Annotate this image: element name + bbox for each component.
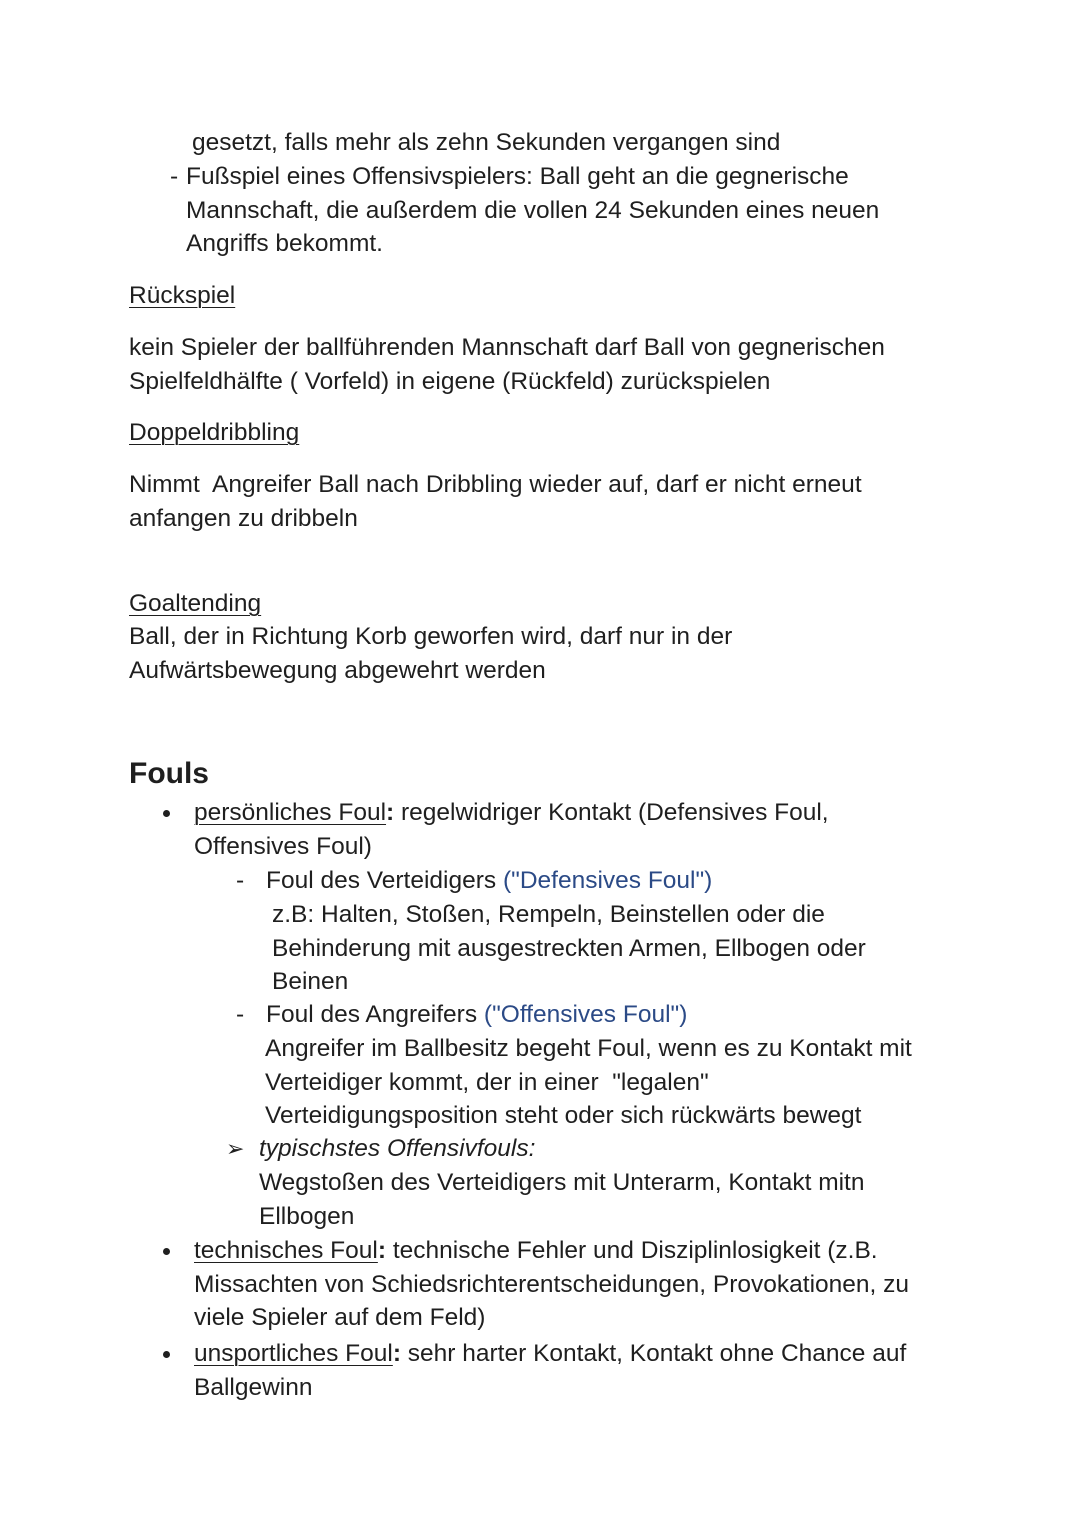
personal-foul-item	[194, 796, 829, 863]
goaltending-text	[129, 620, 732, 687]
unsportsmanlike-foul-desc: sehr harter Kontakt, Kontakt ohne Chance auf	[401, 1340, 907, 1367]
text-line: Wegstoßen des Verteidigers mit Unterarm, Kontakt mitn	[259, 1169, 865, 1196]
continuation-line: gesetzt, falls mehr als zehn Sekunden vergangen sind	[192, 129, 781, 156]
text-line: Angreifer im Ballbesitz begeht Foul, wenn es zu Kontakt mit	[265, 1035, 912, 1062]
doppeldribbling-text	[129, 468, 862, 535]
dash-marker: -	[236, 867, 245, 894]
text-line: Verteidigungsposition steht oder sich rückwärts bewegt	[265, 1102, 862, 1129]
dash-marker: -	[236, 1001, 245, 1028]
offensive-foul-label	[266, 998, 687, 1032]
colon: :	[392, 1340, 401, 1367]
offensive-foul-title: Foul des Angreifers	[266, 1001, 484, 1028]
text-line: Ballgewinn	[194, 1373, 313, 1401]
text-line: Missachten von Schiedsrichterentscheidungen, Provokationen, zu	[194, 1270, 909, 1298]
typical-foul-desc	[259, 1166, 865, 1233]
bullet-icon	[163, 1351, 170, 1358]
text-line: kein Spieler der ballführenden Mannschaft darf Ball von gegnerischen	[129, 334, 885, 361]
text-line	[194, 1234, 909, 1268]
text-line: Angriffs bekommt.	[186, 230, 383, 257]
text-line: Ellbogen	[259, 1202, 355, 1230]
offensive-foul-desc	[265, 1032, 912, 1133]
typical-foul-title: typischstes Offensivfouls:	[259, 1135, 536, 1162]
defensive-foul-examples	[272, 898, 866, 999]
text-line: Ball, der in Richtung Korb geworfen wird, darf nur in der	[129, 623, 733, 650]
personal-foul-term: persönliches Foul	[194, 799, 387, 826]
bullet-icon	[163, 1248, 170, 1255]
text-line: viele Spieler auf dem Feld)	[194, 1304, 486, 1331]
doppeldribbling-heading: Doppeldribbling	[129, 419, 300, 446]
text-line: anfangen zu dribbeln	[129, 504, 358, 532]
personal-foul-desc: regelwidriger Kontakt (Defensives Foul,	[394, 799, 829, 826]
defensive-foul-quote: ("Defensives Foul")	[502, 867, 713, 894]
text-line: Mannschaft, die außerdem die vollen 24 Sekunden eines neuen	[186, 196, 880, 224]
text-line: Nimmt Angreifer Ball nach Dribbling wieder auf, darf er nicht erneut	[129, 471, 862, 498]
text-line	[194, 796, 829, 830]
technical-foul-item	[194, 1234, 909, 1335]
unsportsmanlike-foul-item	[194, 1337, 906, 1404]
text-line: Behinderung mit ausgestreckten Armen, Ellbogen oder	[272, 934, 866, 962]
offensive-foul-quote: ("Offensives Foul")	[483, 1001, 688, 1028]
colon: :	[377, 1237, 387, 1264]
goaltending-heading: Goaltending	[129, 590, 262, 617]
fouls-heading: Fouls	[129, 757, 209, 790]
text-line: z.B: Halten, Stoßen, Rempeln, Beinstellen oder die	[272, 901, 825, 928]
technical-foul-desc: technische Fehler und Disziplinlosigkeit (z.B.	[386, 1237, 878, 1264]
bullet-icon	[163, 810, 170, 817]
fussspiel-rule	[186, 160, 879, 261]
defensive-foul-label	[266, 864, 712, 898]
colon: :	[386, 799, 395, 826]
unsportsmanlike-foul-term: unsportliches Foul	[194, 1340, 393, 1367]
technical-foul-term: technisches Foul	[194, 1237, 378, 1264]
dash-marker: -	[170, 163, 179, 190]
arrow-bullet-icon: ➢	[226, 1136, 245, 1161]
text-line: Beinen	[272, 968, 349, 995]
text-line: Verteidiger kommt, der in einer "legalen"	[265, 1068, 709, 1096]
text-line: Offensives Foul)	[194, 832, 372, 860]
text-line: Spielfeldhälfte ( Vorfeld) in eigene (Rückfeld) zurückspielen	[129, 367, 771, 395]
rueckspiel-heading: Rückspiel	[129, 282, 236, 309]
text-line: Aufwärtsbewegung abgewehrt werden	[129, 656, 546, 684]
defensive-foul-title: Foul des Verteidigers	[266, 867, 503, 894]
rueckspiel-text	[129, 331, 885, 398]
text-line: Fußspiel eines Offensivspielers: Ball geht an die gegnerische	[186, 163, 849, 190]
text-line	[194, 1337, 906, 1371]
